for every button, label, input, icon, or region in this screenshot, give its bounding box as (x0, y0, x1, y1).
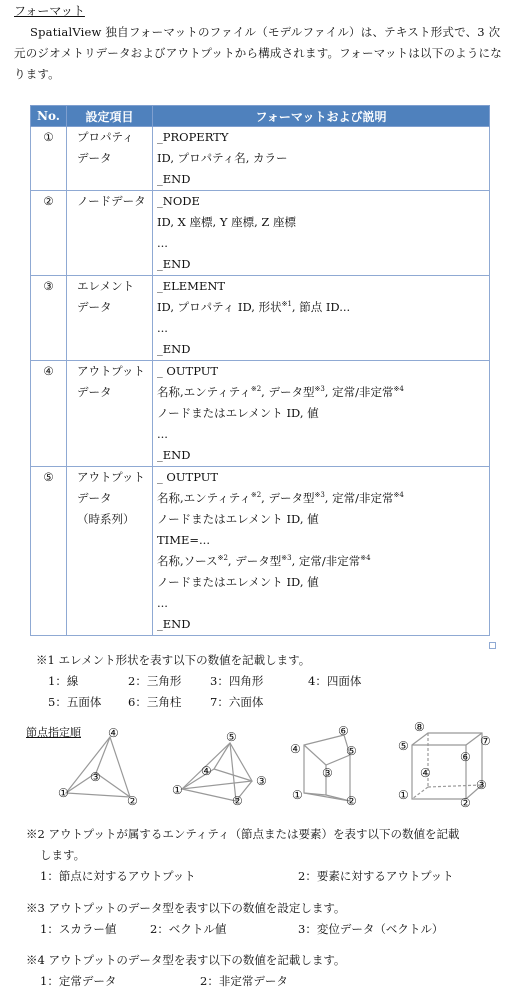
format-line: _PROPERTY (157, 130, 229, 144)
setting-item (67, 276, 153, 361)
header-no: No. (31, 106, 67, 127)
format-line: ノードまたはエレメント ID, 値 (157, 406, 319, 420)
table-header-row (31, 106, 490, 127)
note-1-row-1 (48, 671, 361, 691)
node-marker: ⑧ (414, 720, 425, 734)
footnote-marker: ※2 (217, 554, 228, 563)
header-item: 設定項目 (67, 106, 153, 127)
row-number: ⑤ (31, 467, 67, 636)
node-marker: ⑥ (460, 750, 471, 764)
format-line: 名称,ソース$^{※2}$, データ型$^{※3}$, 定常/非定常$^{※4}$ (157, 554, 371, 568)
footnote-marker: ※3 (314, 491, 325, 500)
node-marker: ② (346, 794, 357, 808)
node-marker: ⑥ (338, 724, 349, 738)
datatype-option: 1：スカラー値 (40, 922, 117, 936)
footnote-marker: ※3 (314, 385, 325, 394)
entity-option: 1：節点に対するアウトプット (40, 869, 196, 883)
row-number: ② (31, 191, 67, 276)
setting-item-line: データ (77, 151, 112, 165)
node-marker: ① (172, 783, 183, 797)
node-marker: ① (58, 786, 69, 800)
table-row (31, 467, 490, 636)
format-line: ノードまたはエレメント ID, 値 (157, 512, 319, 526)
format-description (153, 361, 490, 467)
node-marker: ① (398, 788, 409, 802)
node-marker: ⑤ (346, 744, 357, 758)
format-description (153, 467, 490, 636)
shape-code: 6：三角柱 (128, 695, 182, 709)
format-line: ID, X 座標, Y 座標, Z 座標 (157, 215, 297, 229)
note-2: ※2 アウトプットが属するエンティティ（節点または要素）を表す以下の数値を記載 (26, 827, 460, 841)
format-line: _ OUTPUT (157, 470, 219, 484)
shape-figure-label: 節点指定順 (26, 726, 81, 739)
shape-code: 5：五面体 (48, 695, 102, 709)
setting-item (67, 361, 153, 467)
format-line: _END (157, 342, 191, 356)
format-description (153, 191, 490, 276)
format-line: _END (157, 257, 191, 271)
node-marker: ④ (290, 742, 301, 756)
format-line: _ELEMENT (157, 279, 226, 293)
setting-item (67, 191, 153, 276)
format-line: _NODE (157, 194, 200, 208)
note-3-options (40, 919, 443, 939)
node-marker: ⑤ (226, 730, 237, 744)
page-title: フォーマット (14, 4, 85, 18)
setting-item-line: データ (77, 491, 112, 505)
format-table (30, 105, 490, 636)
format-line: 名称,エンティティ$^{※2}$, データ型$^{※3}$, 定常/非定常$^{※4}$ (157, 385, 404, 399)
format-line: ノードまたはエレメント ID, 値 (157, 575, 319, 589)
footnote-marker: ※4 (393, 491, 404, 500)
format-line: ID, プロパティ名, カラー (157, 151, 288, 165)
format-description (153, 127, 490, 191)
note-2-options (40, 866, 454, 886)
note-1-row-2 (48, 692, 263, 712)
format-line: ... (157, 427, 168, 441)
node-marker: ⑤ (398, 739, 409, 753)
format-line: _ OUTPUT (157, 364, 219, 378)
table-row (31, 127, 490, 191)
setting-item-line: プロパティ (77, 130, 134, 144)
node-marker: ③ (322, 766, 333, 780)
format-line: ID, プロパティ ID, 形状$^{※1}$, 節点 ID... (157, 300, 351, 314)
row-number: ④ (31, 361, 67, 467)
element-shapes-figure (0, 715, 520, 815)
steady-option: 1：定常データ (40, 974, 117, 988)
note-1: ※1 エレメント形状を表す以下の数値を記載します。 (36, 653, 311, 667)
node-marker: ③ (256, 774, 267, 788)
note-4-options (40, 971, 288, 991)
footnote-marker: ※2 (250, 491, 262, 500)
node-marker: ④ (108, 726, 119, 740)
table-row (31, 191, 490, 276)
format-line: _END (157, 172, 191, 186)
note-2-cont: します。 (40, 848, 86, 862)
format-description (153, 276, 490, 361)
format-line: TIME=... (157, 533, 210, 547)
node-marker: ② (460, 796, 471, 810)
setting-item-line: エレメント (77, 279, 135, 293)
setting-item-line: （時系列） (77, 512, 135, 526)
table-row (31, 361, 490, 467)
setting-item-line: データ (77, 300, 112, 314)
row-number: ① (31, 127, 67, 191)
row-number: ③ (31, 276, 67, 361)
node-marker: ① (292, 788, 303, 802)
setting-item-line: ノードデータ (77, 194, 146, 208)
format-line: ... (157, 596, 168, 610)
node-marker: ④ (420, 766, 431, 780)
table-row (31, 276, 490, 361)
footnote-marker: ※4 (360, 554, 371, 563)
table-resize-handle[interactable] (489, 642, 496, 649)
format-line: ... (157, 236, 168, 250)
format-line: ... (157, 321, 168, 335)
note-4: ※4 アウトプットのデータ型を表す以下の数値を記載します。 (26, 953, 346, 967)
footnote-marker: ※4 (393, 385, 404, 394)
header-format: フォーマットおよび説明 (153, 106, 490, 127)
format-line: _END (157, 448, 191, 462)
setting-item-line: アウトプット (77, 364, 145, 378)
format-line: _END (157, 617, 191, 631)
footnote-marker: ※3 (281, 554, 292, 563)
setting-item (67, 127, 153, 191)
node-marker: ② (127, 794, 138, 808)
setting-item-line: データ (77, 385, 112, 399)
setting-item (67, 467, 153, 636)
node-marker: ③ (476, 778, 487, 792)
entity-option: 2：要素に対するアウトプット (298, 869, 454, 883)
setting-item-line: アウトプット (77, 470, 145, 484)
node-marker: ③ (90, 770, 101, 784)
shape-code: 7：六面体 (210, 695, 264, 709)
datatype-option: 2：ベクトル値 (150, 922, 227, 936)
node-marker: ② (232, 794, 243, 808)
shape-code: 4：四面体 (308, 674, 362, 688)
node-marker: ⑦ (480, 734, 491, 748)
note-3: ※3 アウトプットのデータ型を表す以下の数値を設定します。 (26, 901, 346, 915)
node-marker: ④ (201, 764, 212, 778)
shape-code: 2：三角形 (128, 674, 182, 688)
steady-option: 2：非定常データ (200, 974, 288, 988)
shape-code: 3：四角形 (210, 674, 264, 688)
footnote-marker: ※1 (281, 300, 292, 309)
footnote-marker: ※2 (250, 385, 262, 394)
datatype-option: 3：変位データ（ベクトル） (298, 922, 444, 936)
intro-paragraph: SpatialView 独自フォーマットのファイル（モデルファイル）は、テキスト形式で、3 次元のジオメトリデータおよびアウトプットから構成されます。フォーマットは以下のようになります。 (14, 25, 502, 81)
shape-code: 1：線 (48, 674, 79, 688)
format-line: 名称,エンティティ$^{※2}$, データ型$^{※3}$, 定常/非定常$^{※4}$ (157, 491, 404, 505)
